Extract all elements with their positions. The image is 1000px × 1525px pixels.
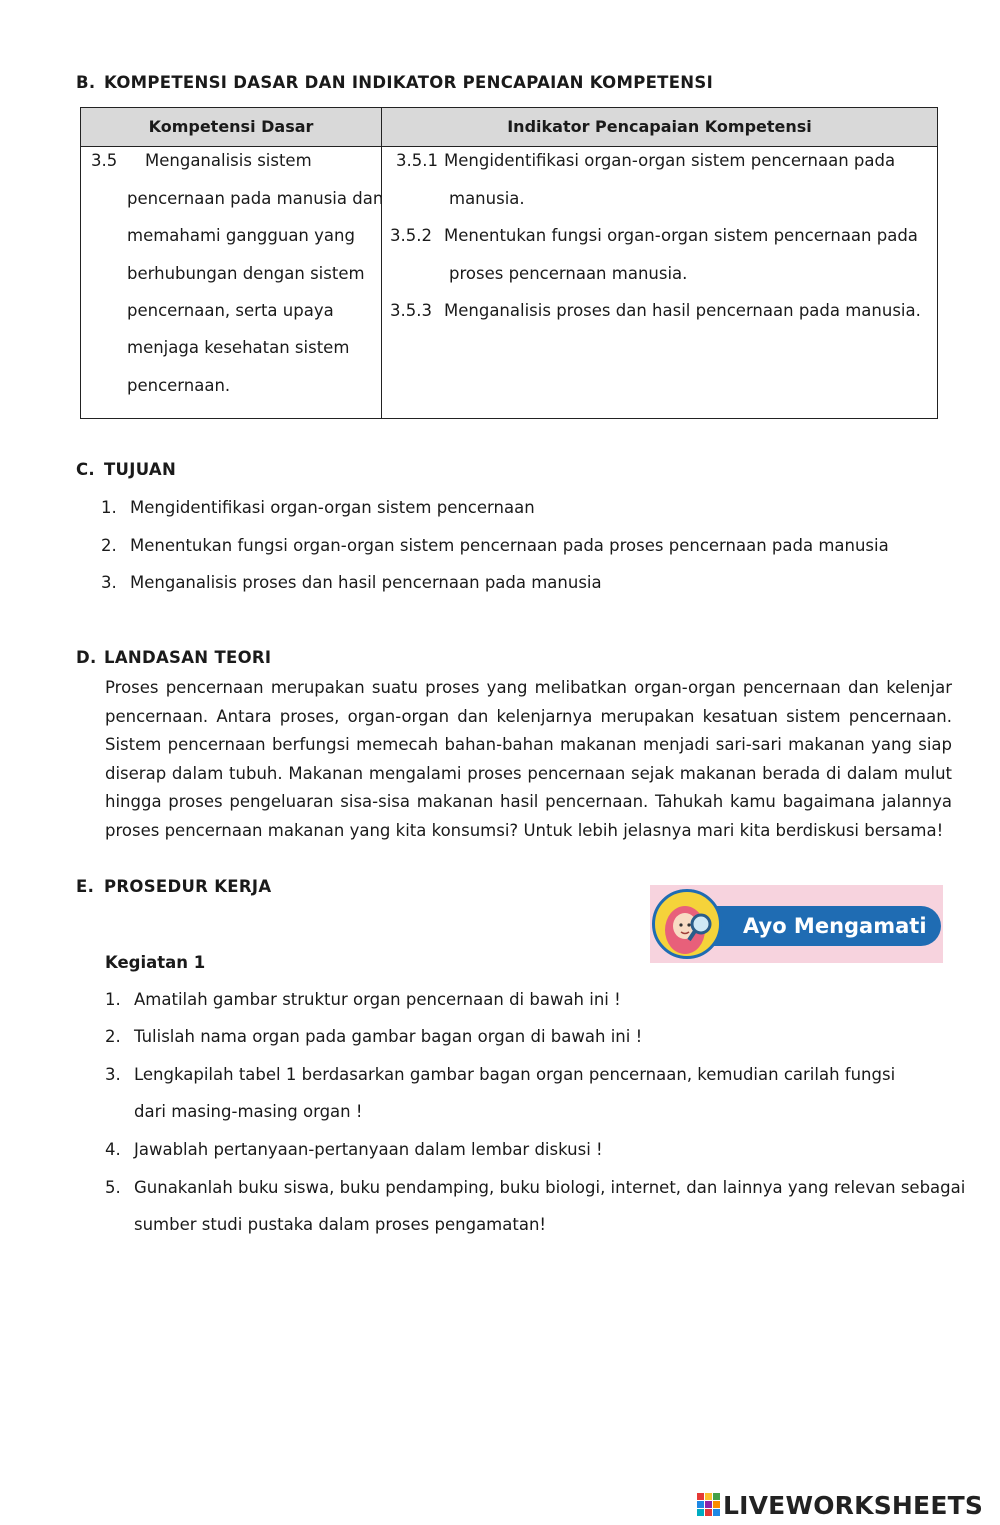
kd-line: Menganalisis sistem bbox=[145, 151, 312, 170]
goal-text: Menentukan fungsi organ-organ sistem pencernaan pada proses pencernaan pada manusia bbox=[130, 536, 889, 555]
step-number: 1. bbox=[105, 990, 121, 1009]
step-number: 5. bbox=[105, 1178, 121, 1197]
step-text: Amatilah gambar struktur organ pencernaan di bawah ini ! bbox=[134, 990, 621, 1009]
kd-line: menjaga kesehatan sistem bbox=[127, 338, 350, 357]
section-b-heading bbox=[76, 73, 713, 92]
section-e-heading bbox=[76, 877, 271, 896]
badge-bar bbox=[685, 906, 941, 946]
step-number: 2. bbox=[105, 1027, 121, 1046]
kd-line: pencernaan, serta upaya bbox=[127, 301, 334, 320]
brand-text: LIVEWORKSHEETS bbox=[723, 1491, 984, 1520]
indicator-line: manusia. bbox=[449, 189, 525, 208]
indicator-number: 3.5.2 bbox=[390, 226, 432, 245]
kd-line: berhubungan dengan sistem bbox=[127, 264, 365, 283]
section-letter: B. bbox=[76, 73, 96, 92]
table-header-kompetensi: Kompetensi Dasar bbox=[148, 117, 314, 136]
step-text: Gunakanlah buku siswa, buku pendamping, buku biologi, internet, dan lainnya yang relevan sebagai bbox=[134, 1178, 966, 1197]
goal-text: Mengidentifikasi organ-organ sistem pencernaan bbox=[130, 498, 535, 517]
step-text: sumber studi pustaka dalam proses pengamatan! bbox=[134, 1215, 547, 1234]
kd-number: 3.5 bbox=[91, 151, 118, 170]
table-header-indikator: Indikator Pencapaian Kompetensi bbox=[507, 117, 812, 136]
activity-title: Kegiatan 1 bbox=[105, 953, 206, 972]
indicator-number: 3.5.3 bbox=[390, 301, 432, 320]
indicator-line: Menentukan fungsi organ-organ sistem pencernaan pada bbox=[444, 226, 918, 245]
ayo-mengamati-badge bbox=[650, 885, 943, 963]
section-d-heading bbox=[76, 648, 271, 667]
step-text: Jawablah pertanyaan-pertanyaan dalam lembar diskusi ! bbox=[134, 1140, 603, 1159]
section-title: LANDASAN TEORI bbox=[104, 648, 272, 667]
kd-line: pencernaan. bbox=[127, 376, 231, 395]
brand-blocks-icon bbox=[697, 1493, 721, 1519]
section-letter: E. bbox=[76, 877, 95, 896]
section-title: KOMPETENSI DASAR DAN INDIKATOR PENCAPAIAN KOMPETENSI bbox=[104, 73, 714, 92]
table-column-divider bbox=[381, 108, 382, 418]
indicator-line: Mengidentifikasi organ-organ sistem pencernaan pada bbox=[444, 151, 896, 170]
badge-label: Ayo Mengamati bbox=[743, 914, 927, 938]
indicator-number: 3.5.1 bbox=[396, 151, 438, 170]
goal-number: 1. bbox=[101, 498, 117, 517]
indicator-line: Menganalisis proses dan hasil pencernaan pada manusia. bbox=[444, 301, 921, 320]
theory-paragraph: Proses pencernaan merupakan suatu proses yang melibatkan organ-organ pencernaan dan kelenjar pencernaan. Antara proses, organ-organ dan kelenjarnya merupakan kesatuan sistem pencernaan. Sistem pencernaan berfungsi memecah bahan-bahan makanan menjadi sari-sari makanan yang siap diserap dalam tubuh. Makanan mengalami proses pencernaan sejak makanan berada di dalam mulut hingga proses pengeluaran sisa-sisa makanan hasil pencernaan. Tahukah kamu bagaimana jalannya proses pencernaan makanan yang kita konsumsi? Untuk lebih jelasnya mari kita berdiskusi bersama! bbox=[105, 678, 952, 840]
step-number: 4. bbox=[105, 1140, 121, 1159]
competency-table bbox=[80, 107, 938, 419]
indicator-line: proses pencernaan manusia. bbox=[449, 264, 688, 283]
goal-number: 3. bbox=[101, 573, 117, 592]
step-number: 3. bbox=[105, 1065, 121, 1084]
section-c-heading bbox=[76, 460, 176, 479]
goal-text: Menganalisis proses dan hasil pencernaan pada manusia bbox=[130, 573, 602, 592]
goal-number: 2. bbox=[101, 536, 117, 555]
step-text: dari masing-masing organ ! bbox=[134, 1102, 363, 1121]
step-text: Lengkapilah tabel 1 berdasarkan gambar bagan organ pencernaan, kemudian carilah fungsi bbox=[134, 1065, 896, 1084]
section-letter: D. bbox=[76, 648, 97, 667]
section-title: TUJUAN bbox=[104, 460, 177, 479]
section-letter: C. bbox=[76, 460, 95, 479]
step-text: Tulislah nama organ pada gambar bagan organ di bawah ini ! bbox=[134, 1027, 643, 1046]
girl-magnifier-icon bbox=[652, 889, 722, 959]
section-title: PROSEDUR KERJA bbox=[104, 877, 272, 896]
kd-line: pencernaan pada manusia dan bbox=[127, 189, 384, 208]
kd-line: memahami gangguan yang bbox=[127, 226, 355, 245]
